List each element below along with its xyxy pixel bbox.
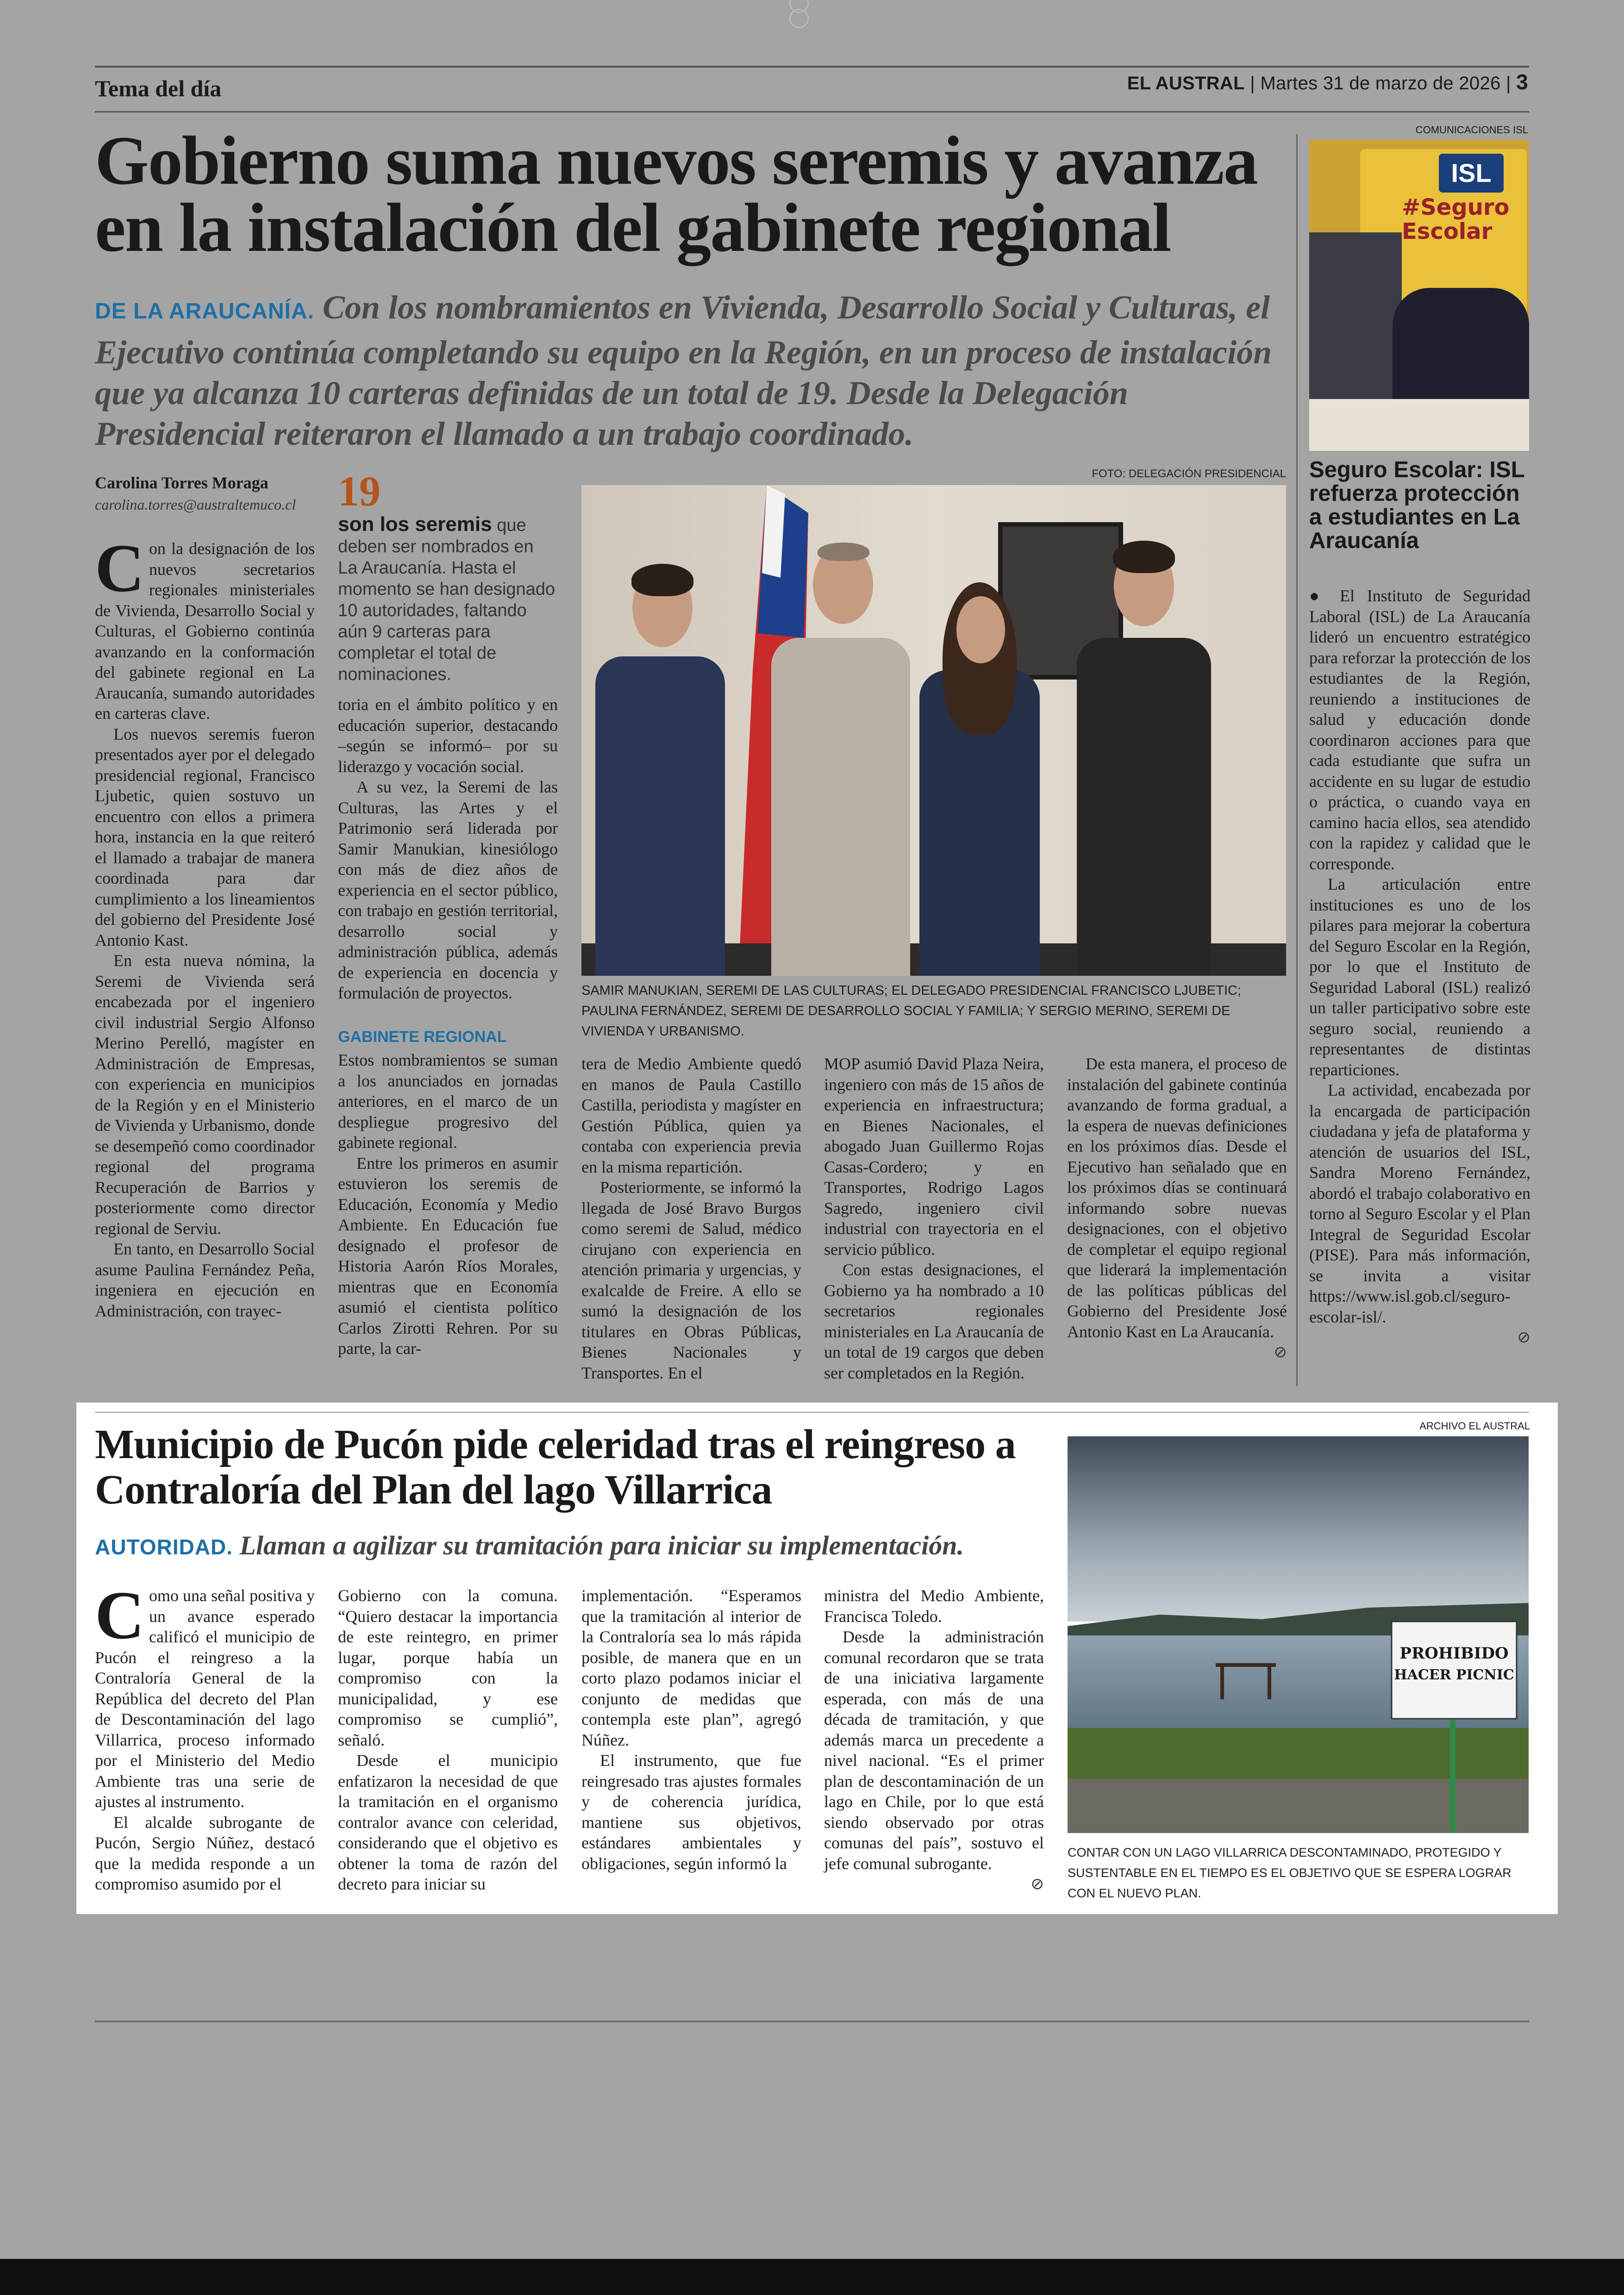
dropcap: C <box>95 1578 144 1653</box>
stat-bold: son los seremis <box>338 513 492 536</box>
main-kicker <box>95 287 1294 454</box>
main-kicker-text: Con los nombramientos en Vivienda, Desarrollo Social y Culturas, el Ejecutivo continúa completando su equipo en la Región, en un proceso de instalación que ya alcanza 10 carteras definidas de un total de 19. Desde la Delegación Presidencial reiteraron el llamado a un trabajo coordinado. <box>95 289 1272 452</box>
second-col-4 <box>824 1585 1044 1895</box>
main-kicker-label: DE LA ARAUCANÍA. <box>95 299 314 324</box>
paragraph <box>1309 586 1530 874</box>
stat-body: que deben ser nombrados en La Araucanía. Hasta el momento se han designado 10 autoridades, faltando aún 9 carteras para completar el total de nominaciones. <box>338 516 555 684</box>
lake-villarrica-photo <box>1068 1436 1529 1833</box>
bullet-icon: ● <box>1309 586 1340 605</box>
isl-logo: ISL <box>1439 154 1504 193</box>
lake-scene <box>1068 1436 1529 1833</box>
sidebar-divider <box>1296 134 1298 1386</box>
archive-photo-credit: ARCHIVO EL AUSTRAL <box>1419 1420 1530 1432</box>
person-sergio-merino <box>1077 536 1211 976</box>
page-number: 3 <box>1516 70 1528 94</box>
seremis-photo <box>581 485 1286 976</box>
dropcap: C <box>95 530 144 606</box>
paragraph: Gobierno con la comuna. “Quiero destacar la importancia de este reintegro, en primer lugar, porque había un compromiso con la municipalidad, y ese compromiso se cumplió”, señaló. <box>338 1586 558 1749</box>
paragraph: Entre los primeros en asumir estuvieron los seremis de Educación, Economía y Medio Ambiente. En Educación fue designado el profesor de Historia Aarón Ríos Morales, mientras que en Economía asumió el cientista político Carlos Zirotti Rehren. Por su parte, la car- <box>338 1154 558 1358</box>
second-story-rule <box>95 1412 1529 1413</box>
photo-caption: SAMIR MANUKIAN, SEREMI DE LAS CULTURAS; EL DELEGADO PRESIDENCIAL FRANCISCO LJUBETIC; PAULINA FERNÁNDEZ, SEREMI DE DESARROLLO SOCIAL Y FAMILIA; Y SERGIO MERINO, SEREMI DE VIVIENDA Y URBANISMO. <box>581 983 1242 1039</box>
person-paulina-fernandez <box>919 582 1040 976</box>
next-page-icon[interactable] <box>789 9 809 28</box>
person-francisco-ljubetic <box>771 536 910 976</box>
seguro-escolar-banner: #Seguro Escolar <box>1402 194 1510 244</box>
paragraph: De esta manera, el proceso de instalación del gabinete continúa avanzando de forma gradual, a la espera de nuevas definiciones en los próximos días. Desde el Ejecutivo han señalado que en los próximos días se continuará informando sobre nuevas designaciones, con el objetivo de completar el equipo regional que liderará la implementación de las políticas públicas del Gobierno del Presidente José Antonio Kast en La Araucanía. <box>1067 1054 1287 1341</box>
paragraph: Con estas designaciones, el Gobierno ya ha nombrado a 10 secretarios regionales ministeriales en La Araucanía de un total de 19 cargos que deben ser completados en la Región. <box>824 1260 1044 1382</box>
paragraph: En esta nueva nómina, la Seremi de Vivienda será encabezada por el ingeniero civil industrial Sergio Alfonso Merino Perelló, magíster en Administración de Empresas, con experiencia en municipios de la Región y en el Ministerio de Vivienda y Urbanismo, donde se desempeñó como coordinador regional del programa Recuperación de Barrios y posteriormente como director regional de Serviu. <box>95 951 315 1238</box>
sidebar-photo-credit: COMUNICACIONES ISL <box>1415 124 1528 136</box>
sidebar-headline: Seguro Escolar: ISL refuerza protección a estudiantes en La Araucanía <box>1309 457 1524 553</box>
lake-photo-caption: CONTAR CON UN LAGO VILLARRICA DESCONTAMINADO, PROTEGIDO Y SUSTENTABLE EN EL TIEMPO ES EL OBJETIVO QUE SE ESPERA LOGRAR CON EL NUEVO PLAN. <box>1068 1846 1512 1900</box>
paragraph: Posteriormente, se informó la llegada de José Bravo Burgos como seremi de Salud, médico cirujano con experiencia en atención primaria y urgencias, y exalcalde de Freire. A ello se sumó la designación de los titulares en Obras Públicas, Bienes Nacionales y Transportes. En el <box>581 1178 801 1382</box>
paragraph: Desde la administración comunal recordaron que se trata de una iniciativa largamente esperada, con más de una década de tramitación, y que además marca un precedente a nivel nacional. “Es el primer plan de descontaminación de un lago en Chile, por lo que está siendo observado por otras comunas del país”, sostuvo el jefe comunal subrogante. <box>824 1628 1044 1873</box>
paragraph-text: El Instituto de Seguridad Laboral (ISL) de La Araucanía lideró un encuentro estratégico para reforzar la protección de los estudiantes de la Región, reuniendo a instituciones de salud y educación donde coordinaron acciones para que cada estudiante que sufra un accidente en su lugar de estudio o práctica, o cuando vaya en camino hacia ellos, sea atendido con la rapidez y calidad que le corresponde. <box>1309 586 1531 873</box>
paper-name: EL AUSTRAL <box>1127 73 1245 94</box>
paragraph: tera de Medio Ambiente quedó en manos de Paula Castillo Castilla, periodista y magíster en Gestión Pública, quien ya contaba con experiencia previa en la misma repartición. <box>581 1054 801 1176</box>
second-col-2 <box>338 1585 558 1895</box>
issue-date: | Martes 31 de marzo de 2026 | <box>1250 73 1511 94</box>
paragraph: A su vez, la Seremi de las Culturas, las Artes y el Patrimonio será liderada por Samir Manukian, kinesiólogo con más de diez años de experiencia en el sector público, con trabajo en gestión territorial, desarrollo social y administración pública, además de experiencia en docencia y formulación de proyectos. <box>338 778 558 1002</box>
main-col-4 <box>824 1054 1044 1383</box>
author-email[interactable]: carolina.torres@australtemuco.cl <box>95 496 296 513</box>
sidebar-body <box>1309 586 1530 1348</box>
paragraph: MOP asumió David Plaza Neira, ingeniero con más de 15 años de experiencia en infraestructura; en Bienes Nacionales, el abogado Juan Guillermo Rojas Casas-Cordero; y en Transportes, Rodrigo Lagos Sagredo, ingeniero civil industrial con trayectoria en el servicio público. <box>824 1054 1044 1259</box>
second-col-3 <box>581 1585 801 1874</box>
paragraph: toria en el ámbito político y en educación superior, destacando –según se informó– por su liderazgo y vocación social. <box>338 695 558 776</box>
paragraph: El instrumento, que fue reingresado tras ajustes formales y de coherencia jurídica, mantiene sus objetivos, estándares ambientales y obligaciones, según informó la <box>581 1751 801 1873</box>
paragraph: on la designación de los nuevos secretarios regionales ministeriales de Vivienda, Desarrollo Social y Culturas, el Gobierno continúa avanzando en la conformación del gabinete regional en La Araucanía, sumando autoridades en carteras clave. <box>95 539 315 723</box>
paragraph: Desde el municipio enfatizaron la necesidad de que la tramitación en el organismo contralor avance con celeridad, considerando que el objetivo es obtener la toma de razón del decreto para iniciar su <box>338 1751 558 1893</box>
paragraph: Estos nombramientos se suman a los anunciados en jornadas anteriores, en el marco de un despliegue progresivo del gabinete regional. <box>338 1051 558 1152</box>
second-kicker-text: Llaman a agilizar su tramitación para iniciar su implementación. <box>239 1530 964 1560</box>
end-mark-icon: ⊘ <box>1031 1875 1044 1893</box>
isl-photo <box>1309 140 1529 451</box>
stat-number: 19 <box>338 468 381 515</box>
second-kicker <box>95 1530 964 1561</box>
header-rule <box>95 111 1529 112</box>
main-headline: Gobierno suma nuevos seremis y avanza en la instalación del gabinete regional <box>95 122 1257 266</box>
person-samir-manukian <box>595 559 725 976</box>
paragraph: El alcalde subrogante de Pucón, Sergio Núñez, destacó que la medida responde a un compromiso asumido por el <box>95 1813 315 1893</box>
sign-line-2: HACER PICNIC <box>1394 1667 1514 1683</box>
main-col-3 <box>581 1054 801 1383</box>
subhead: GABINETE REGIONAL <box>338 1028 507 1046</box>
bottom-toolbar[interactable] <box>0 2259 1624 2295</box>
paragraph: La articulación entre instituciones es uno de los pilares para mejorar la cobertura del Seguro Escolar en la Región, por lo que el Instituto de Seguridad Laboral (ISL) realizó un taller participativo sobre este seguro social, reuniendo a representantes de distintas reparticiones. <box>1309 875 1530 1079</box>
author-name: Carolina Torres Moraga <box>95 474 269 492</box>
paragraph: omo una señal positiva y un avance esperado calificó el municipio de Pucón el reingreso a la Contraloría General de la República del decreto del Plan de Descontaminación del lago Villarrica, proceso informado por el Ministerio del Medio Ambiente tras una serie de ajustes al instrumento. <box>95 1586 315 1811</box>
paragraph: implementación. “Esperamos que la tramitación al interior de la Contraloría sea lo más rápida posible, de manera que en un corto plazo podamos iniciar el conjunto de medidas que contempla este plan”, agregó Núñez. <box>581 1586 801 1749</box>
photo-credit: FOTO: DELEGACIÓN PRESIDENCIAL <box>1092 468 1286 480</box>
main-col-5 <box>1067 1054 1287 1363</box>
sign-line-1: PROHIBIDO <box>1399 1644 1509 1663</box>
main-col-2 <box>338 694 558 1359</box>
top-rule <box>95 66 1529 68</box>
paragraph: En tanto, en Desarrollo Social asume Paulina Fernández Peña, ingeniera en ejecución en Administración, con trayec- <box>95 1240 315 1320</box>
end-mark-icon: ⊘ <box>1274 1343 1287 1361</box>
paragraph: La actividad, encabezada por la encargada de participación ciudadana y jefa de plataforma y atención de usuarios del ISL, Sandra Moreno Fernández, abordó el trabajo colaborativo en torno al Seguro Escolar y el Plan Integral de Seguridad Escolar (PISE). Para más información, se invita a visitar https://www.isl.gob.cl/seguro-escolar-isl/. <box>1309 1081 1530 1326</box>
second-col-1 <box>95 1578 315 1895</box>
stat-text <box>338 514 556 685</box>
footer-rule <box>95 2021 1529 2022</box>
end-mark-icon: ⊘ <box>1517 1328 1530 1347</box>
paragraph: ministra del Medio Ambiente, Francisca Toledo. <box>824 1586 1044 1626</box>
section-label: Tema del día <box>95 75 222 101</box>
main-col-1 <box>95 530 315 1321</box>
masthead <box>1127 69 1528 94</box>
second-headline: Municipio de Pucón pide celeridad tras el reingreso a Contraloría del Plan del lago Villarrica <box>95 1422 1016 1513</box>
paragraph: Los nuevos seremis fueron presentados ayer por el delegado presidencial regional, Francisco Ljubetic, quien sostuvo un encuentro con ellos a primera hora, instancia en la que reiteró el llamado a trabajar de manera coordinada para dar cumplimiento a los lineamientos del gobierno del Presidente José Antonio Kast. <box>95 724 315 949</box>
page-nav-icons[interactable] <box>785 0 840 12</box>
second-kicker-label: AUTORIDAD. <box>95 1535 233 1559</box>
